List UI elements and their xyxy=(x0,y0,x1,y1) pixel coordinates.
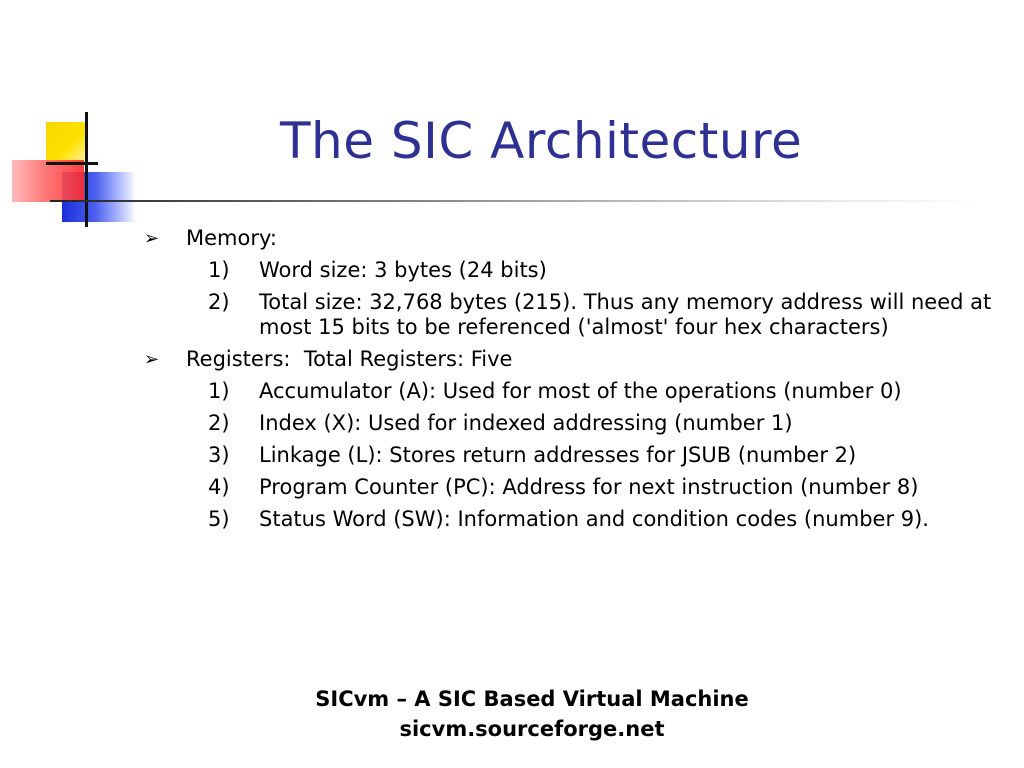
list-text: Index (X): Used for indexed addressing (number 1) xyxy=(259,411,793,435)
bullet-memory xyxy=(140,226,1000,251)
list-text: Word size: 3 bytes (24 bits) xyxy=(259,258,547,282)
bullet-label: Memory: xyxy=(186,226,277,250)
list-number: 3) xyxy=(208,443,230,467)
slide-title: The SIC Architecture xyxy=(280,112,803,170)
list-text: Total size: 32,768 bytes (215). Thus any memory address will need at most 15 bits to be referenced ('almost' four hex characters) xyxy=(259,290,992,339)
footer-title: SICvm – A SIC Based Virtual Machine xyxy=(315,687,749,711)
list-item xyxy=(140,411,1000,436)
bullet-registers xyxy=(140,347,1000,372)
list-item xyxy=(140,507,1000,532)
list-number: 2) xyxy=(208,411,230,435)
list-item xyxy=(140,443,1000,468)
list-item xyxy=(140,475,1000,500)
title-underline xyxy=(50,200,980,202)
list-number: 5) xyxy=(208,507,230,531)
arrow-bullet-icon: ➢ xyxy=(144,349,160,370)
list-number: 1) xyxy=(208,379,230,403)
footer-url: sicvm.sourceforge.net xyxy=(399,717,665,741)
list-item xyxy=(140,258,1000,283)
red-square-decoration xyxy=(12,160,84,202)
list-text: Linkage (L): Stores return addresses for JSUB (number 2) xyxy=(259,443,857,467)
slide-content xyxy=(140,226,1000,539)
bullet-label: Registers: Total Registers: Five xyxy=(186,347,513,371)
short-horizontal-line-decoration xyxy=(46,162,98,165)
list-number: 1) xyxy=(208,258,230,282)
list-text: Accumulator (A): Used for most of the operations (number 0) xyxy=(259,379,902,403)
list-item xyxy=(140,290,1000,340)
list-number: 2) xyxy=(208,290,230,314)
arrow-bullet-icon: ➢ xyxy=(144,228,160,249)
list-item xyxy=(140,379,1000,404)
list-number: 4) xyxy=(208,475,230,499)
list-text: Program Counter (PC): Address for next instruction (number 8) xyxy=(259,475,919,499)
vertical-line-decoration xyxy=(85,112,88,227)
decorative-logo xyxy=(0,0,160,240)
list-text: Status Word (SW): Information and condition codes (number 9). xyxy=(259,507,929,531)
yellow-square-decoration xyxy=(46,122,86,162)
